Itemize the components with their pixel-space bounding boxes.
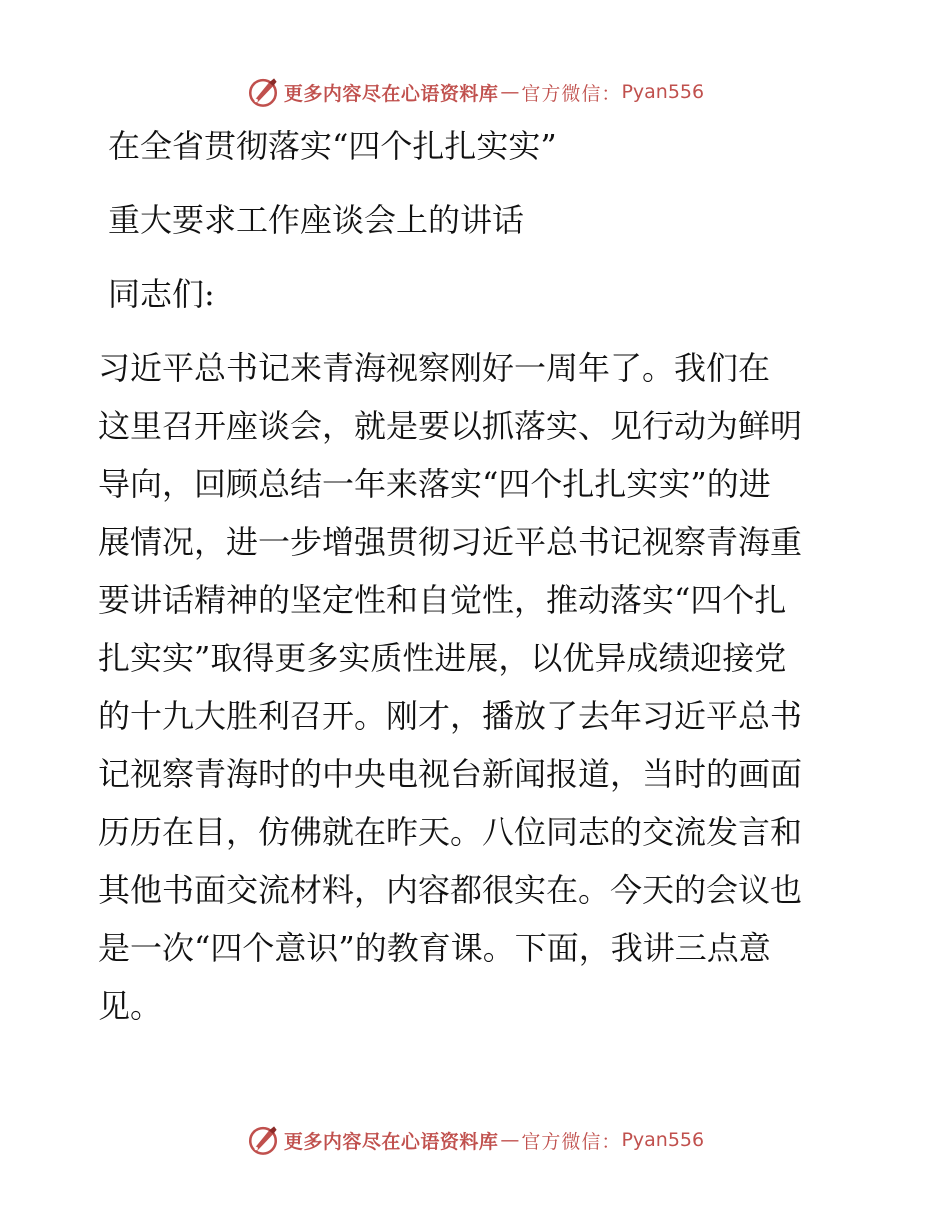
- pen-quill-logo-icon: [246, 75, 280, 109]
- footer-banner: [0, 1120, 950, 1160]
- paragraph-line: 历历在目，仿佛就在昨天。八位同志的交流发言和: [98, 813, 803, 851]
- paragraph-line: 要讲话精神的坚定性和自觉性，推动落实“四个扎: [98, 581, 787, 619]
- paragraph-line: 见。: [98, 987, 163, 1025]
- paragraph-line: 导向，回顾总结一年来落实“四个扎扎实实”的进: [98, 465, 771, 503]
- banner-wechat-id: Pyan556: [621, 1129, 705, 1151]
- paragraph-line: 习近平总书记来青海视察刚好一周年了。我们在: [98, 349, 771, 387]
- paragraph-line: 的十九大胜利召开。刚才，播放了去年习近平总书: [98, 697, 803, 735]
- banner-dash: —: [500, 1129, 520, 1151]
- salutation: 同志们:: [108, 275, 215, 313]
- paragraph-line: 是一次“四个意识”的教育课。下面，我讲三点意: [98, 929, 771, 967]
- paragraph-line: 其他书面交流材料，内容都很实在。今天的会议也: [98, 871, 803, 909]
- document-title-line-1: 在全省贯彻落实“四个扎扎实实”: [108, 127, 557, 165]
- banner-main-text: 更多内容尽在心语资料库: [283, 82, 499, 105]
- paragraph-line: 展情况，进一步增强贯彻习近平总书记视察青海重: [98, 523, 803, 561]
- banner-wechat-label: 官方微信：: [521, 1130, 622, 1153]
- banner-dash: —: [500, 81, 520, 103]
- paragraph-line: 记视察青海时的中央电视台新闻报道，当时的画面: [98, 755, 803, 793]
- banner-wechat-label: 官方微信：: [521, 82, 622, 105]
- paragraph-line: 这里召开座谈会，就是要以抓落实、见行动为鲜明: [98, 407, 803, 445]
- paragraph-line: 扎实实”取得更多实质性进展，以优异成绩迎接党: [98, 639, 787, 677]
- banner-main-text: 更多内容尽在心语资料库: [283, 1130, 499, 1153]
- document-title-line-2: 重大要求工作座谈会上的讲话: [108, 201, 525, 239]
- banner-wechat-id: Pyan556: [621, 81, 705, 103]
- pen-quill-logo-icon: [246, 1123, 280, 1157]
- header-banner: [0, 72, 950, 112]
